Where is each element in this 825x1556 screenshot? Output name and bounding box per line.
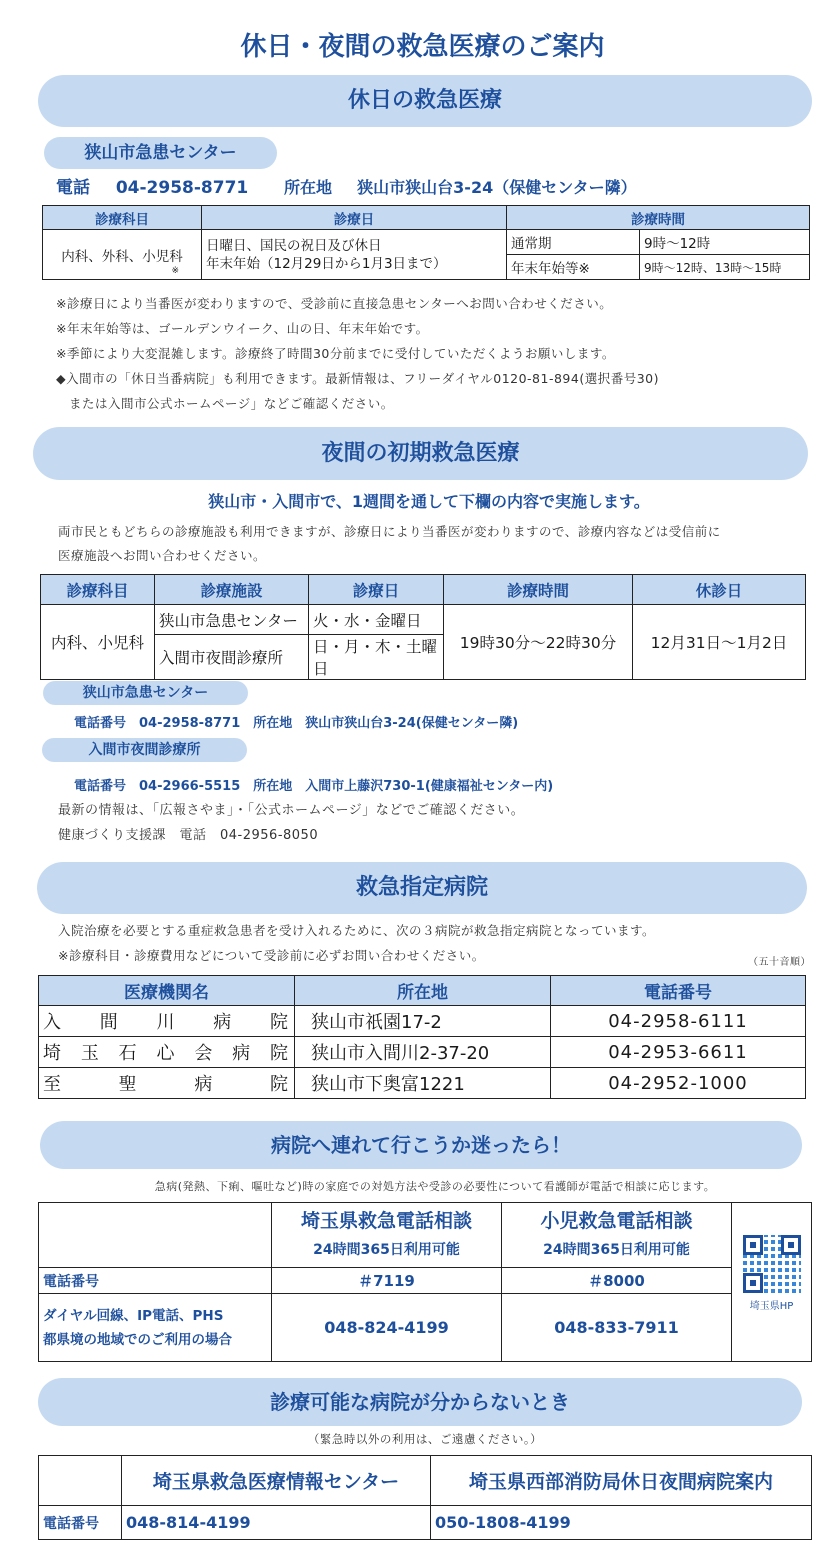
- hospital-phone: 04-2952-1000: [551, 1068, 806, 1099]
- night-contact: 健康づくり支援課 電話 04-2956-8050: [58, 828, 319, 843]
- hospital-phone: 04-2958-6111: [551, 1006, 806, 1037]
- night-header-facility: 診療施設: [155, 575, 309, 605]
- night-time: 19時30分～22時30分: [444, 605, 633, 680]
- night-center1-name: 狭山市急患センター: [43, 681, 248, 705]
- night-center1-info: 電話番号 04-2958-8771 所在地 狭山市狭山台3-24(保健センター隣): [74, 716, 519, 731]
- holiday-table: [42, 205, 810, 280]
- consult-note: 急病(発熱、下痢、嘔吐など)時の家庭での対処方法や受診の必要性について看護師が電話で相談に応じます。: [154, 1180, 716, 1193]
- qr-label: 埼玉県HP: [749, 1301, 794, 1312]
- unknown-heading: 診療可能な病院が分からないとき: [38, 1378, 802, 1426]
- consult-table: [38, 1202, 812, 1362]
- holiday-days-line1: 日曜日、国民の祝日及び休日: [206, 237, 382, 254]
- emergency-heading: 救急指定病院: [37, 862, 807, 914]
- holiday-dept: 内科、外科、小児科: [61, 248, 183, 265]
- unknown-col2-title: 埼玉県西部消防局休日夜間病院案内: [431, 1456, 812, 1506]
- table-row: [39, 1068, 806, 1099]
- holiday-phone: 04-2958-8771: [115, 178, 249, 198]
- consult-row2-label-line1: ダイヤル回線、IP電話、PHS: [43, 1307, 224, 1324]
- consult-col1-sub: 24時間365日利用可能: [313, 1242, 460, 1258]
- night-subheading: 狭山市・入間市で、1週間を通して下欄の内容で実施します。: [208, 492, 650, 511]
- holiday-header-days: 診療日: [202, 206, 507, 230]
- night-header-time: 診療時間: [444, 575, 633, 605]
- holiday-dept-mark: ※: [171, 266, 179, 276]
- holiday-period2: 年末年始等※: [507, 255, 640, 280]
- night-intro-line1: 両市民ともどちらの診療施設も利用できますが、診療日により当番医が変わりますので、診療内容などは受信前に: [58, 524, 721, 539]
- hospital-name: 至聖病院: [39, 1068, 295, 1099]
- holiday-note-1: ※診療日により当番医が変わりますので、受診前に直接急患センターへお問い合わせください。: [56, 296, 613, 311]
- unknown-col1-phone: 048-814-4199: [122, 1506, 431, 1540]
- emergency-header-address: 所在地: [295, 976, 551, 1006]
- unknown-col2-phone: 050-1808-4199: [431, 1506, 812, 1540]
- night-facility2: 入間市夜間診療所: [155, 635, 309, 680]
- holiday-time2: 9時～12時、13時～15時: [640, 255, 810, 280]
- emergency-header-name: 医療機関名: [39, 976, 295, 1006]
- holiday-phone-line: [56, 173, 248, 198]
- consult-row2-col2: 048-833-7911: [502, 1294, 732, 1362]
- unknown-note: （緊急時以外の利用は、ご遠慮ください。）: [307, 1432, 543, 1446]
- consult-qr-cell: [732, 1203, 812, 1362]
- holiday-note-5: または入間市公式ホームページ」などご確認ください。: [56, 396, 394, 411]
- holiday-note-3: ※季節により大変混雑します。診療終了時間30分前までに受付していただくようお願いします。: [56, 346, 615, 361]
- consult-row1-label: 電話番号: [39, 1268, 272, 1294]
- hospital-phone: 04-2953-6611: [551, 1037, 806, 1068]
- consult-heading: 病院へ連れて行こうか迷ったら！: [40, 1121, 802, 1169]
- holiday-days-line2: 年末年始（12月29日から1月3日まで）: [206, 255, 447, 272]
- hospital-name: 埼玉石心会病院: [39, 1037, 295, 1068]
- night-days1: 火・水・金曜日: [309, 605, 444, 635]
- unknown-row-label: 電話番号: [39, 1506, 122, 1540]
- holiday-time1: 9時～12時: [640, 230, 810, 255]
- holiday-center-name: 狭山市急患センター: [44, 137, 277, 169]
- holiday-location: 狭山市狭山台3-24（保健センター隣）: [357, 178, 637, 197]
- table-row: [39, 1037, 806, 1068]
- consult-col2-sub: 24時間365日利用可能: [543, 1242, 690, 1258]
- consult-row2-label: [39, 1294, 272, 1362]
- night-header-dept: 診療科目: [41, 575, 155, 605]
- holiday-header-dept: 診療科目: [43, 206, 202, 230]
- holiday-days-cell: [202, 230, 507, 280]
- holiday-note-4: ◆入間市の「休日当番病院」も利用できます。最新情報は、フリーダイヤル0120-81-894(選択番号30): [56, 371, 659, 386]
- hospital-address: 狭山市下奥富1221: [295, 1068, 551, 1099]
- night-days2: 日・月・木・土曜日: [309, 635, 444, 680]
- hospital-address: 狭山市入間川2-37-20: [295, 1037, 551, 1068]
- emergency-order-note: （五十音順）: [748, 957, 811, 968]
- night-header-closed: 休診日: [633, 575, 806, 605]
- qr-code[interactable]: [743, 1235, 801, 1293]
- consult-row2-col1: 048-824-4199: [272, 1294, 502, 1362]
- night-dept: 内科、小児科: [41, 605, 155, 680]
- unknown-blank-cell: [39, 1456, 122, 1506]
- holiday-location-line: [284, 175, 637, 198]
- consult-col2-header: [502, 1203, 732, 1268]
- emergency-note-1: 入院治療を必要とする重症救急患者を受け入れるために、次の３病院が救急指定病院となっています。: [58, 923, 656, 938]
- night-closed: 12月31日～1月2日: [633, 605, 806, 680]
- consult-row1-col2: ＃8000: [502, 1268, 732, 1294]
- holiday-location-label: 所在地: [284, 178, 333, 197]
- consult-col1-title: 埼玉県救急電話相談: [300, 1210, 472, 1232]
- holiday-phone-label: 電話: [56, 178, 90, 198]
- hospital-address: 狭山市祇園17-2: [295, 1006, 551, 1037]
- consult-row2-label-line2: 都県境の地域でのご利用の場合: [43, 1331, 232, 1348]
- page-title: 休日・夜間の救急医療のご案内: [240, 32, 605, 62]
- consult-col2-title: 小児救急電話相談: [540, 1210, 693, 1232]
- holiday-period1: 通常期: [507, 230, 640, 255]
- emergency-table: [38, 975, 806, 1099]
- night-center2-info: 電話番号 04-2966-5515 所在地 入間市上藤沢730-1(健康福祉センター内): [74, 779, 554, 794]
- table-row: [39, 1006, 806, 1037]
- consult-blank-cell: [39, 1203, 272, 1268]
- night-latest: 最新の情報は、「広報さやま」・「公式ホームページ」などでご確認ください。: [58, 803, 525, 818]
- unknown-table: [38, 1455, 812, 1540]
- night-table: [40, 574, 806, 680]
- hospital-name: 入間川病院: [39, 1006, 295, 1037]
- unknown-col1-title: 埼玉県救急医療情報センター: [122, 1456, 431, 1506]
- holiday-header-time: 診療時間: [507, 206, 810, 230]
- night-intro-line2: 医療施設へお問い合わせください。: [58, 548, 267, 563]
- night-facility1: 狭山市急患センター: [155, 605, 309, 635]
- night-header-days: 診療日: [309, 575, 444, 605]
- night-center2-name: 入間市夜間診療所: [42, 738, 247, 762]
- night-heading: 夜間の初期救急医療: [33, 427, 808, 480]
- emergency-header-phone: 電話番号: [551, 976, 806, 1006]
- holiday-note-2: ※年末年始等は、ゴールデンウイーク、山の日、年末年始です。: [56, 321, 429, 336]
- consult-col1-header: [272, 1203, 502, 1268]
- holiday-heading: 休日の救急医療: [38, 75, 812, 127]
- emergency-note-2: ※診療科目・診療費用などについて受診前に必ずお問い合わせください。: [58, 948, 485, 963]
- holiday-dept-cell: [43, 230, 202, 280]
- consult-row1-col1: ＃7119: [272, 1268, 502, 1294]
